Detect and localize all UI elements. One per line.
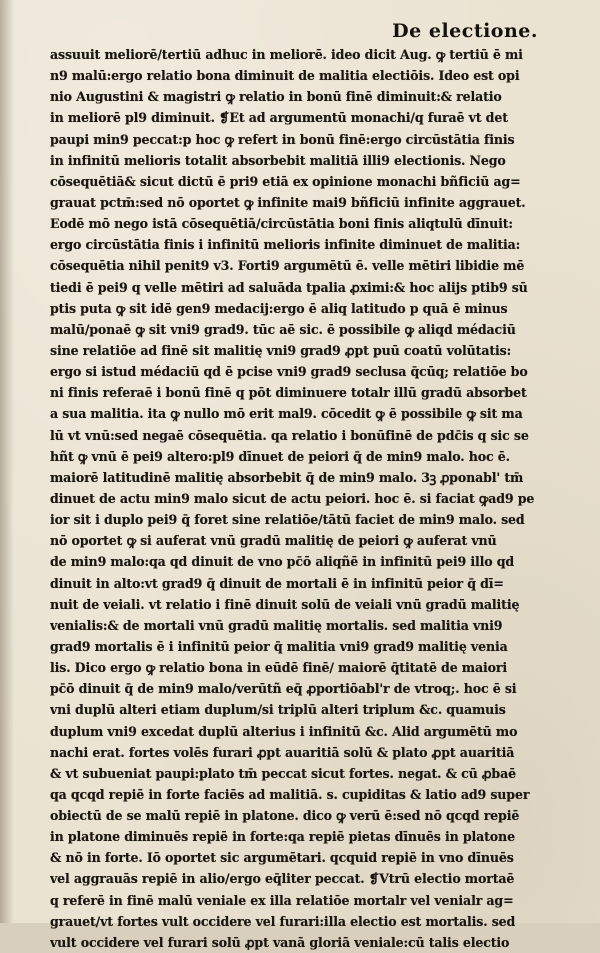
running-head: De electione. xyxy=(392,20,538,42)
text-line: dinuet de actu min9 malo sicut de actu peiori. hoc ē. si faciat ꝙad9 pe xyxy=(50,490,535,506)
text-line: de min9 malo:qa qd dinuit de vno pc̄ō aliqñē in infinitū pei9 illo qd xyxy=(50,554,515,570)
text-line: cōsequētia nihil penit9 v3. Forti9 argumētū ē. velle mētiri libidie mē xyxy=(50,258,525,274)
text-line: qa qcqd repiē in forte faciēs ad malitiā. s. cupiditas & latio ad9 super xyxy=(50,786,530,802)
text-line: ergo circūstātia finis i infinitū melioris infinite diminuet de malitia: xyxy=(50,237,521,253)
text-block xyxy=(50,44,566,953)
text-line: ni finis referaē i bonū finē q pōt diminuere totalr illū gradū absorbet xyxy=(50,385,527,401)
text-line: sine relatiōe ad finē sit malitię vni9 grad9 ꝓpt puū coatū volūtatis: xyxy=(50,342,512,358)
text-line: & nō in forte. Iō oportet sic argumētari. qcquid repiē in vno dīnuēs xyxy=(50,850,514,866)
text-line: vni duplū alteri etiam duplum/si triplū alteri triplum &c. quamuis xyxy=(50,702,506,718)
text-line: paupi min9 peccat:p hoc ꝙ refert in bonū finē:ergo circūstātia finis xyxy=(50,131,515,147)
text-line: grauet/vt fortes vult occidere vel furari:illa electio est mortalis. sed xyxy=(50,913,516,929)
text-line: dinuit in alto:vt grad9 q̄ dinuit de mortali ē in infinitū peior q̄ dī= xyxy=(50,575,504,591)
text-line: vult occidere vel furari solū ꝓpt vanā gloriā veniale:cū talis electio xyxy=(50,934,510,950)
text-line: lis. Dico ergo ꝙ relatio bona in eūdē finē/ maiorē q̄titatē de maiori xyxy=(50,660,507,676)
text-line: in meliorē pl9 diminuit. ❡Et ad argumentū monachi/q furaē vt det xyxy=(50,110,508,126)
text-line: pc̄ō dinuit q̄ de min9 malo/verūtñ eq̄ ꝓportiōabl'r de vtroq;. hoc ē si xyxy=(50,681,517,697)
text-line: duplum vni9 excedat duplū alterius i infinitū &c. Alid argumētū mo xyxy=(50,723,518,739)
text-line: cōsequētiā& sicut dictū ē pri9 etiā ex opinione monachi bñficiū ag= xyxy=(50,173,521,189)
text-line: n9 malū:ergo relatio bona diminuit de malitia electiōis. Ideo est opi xyxy=(50,68,520,84)
text-line: grad9 mortalis ē i infinitū peior q̄ malitia vni9 grad9 malitię venia xyxy=(50,638,508,654)
gutter-shadow xyxy=(0,0,14,923)
text-line: obiectū de se malū repiē in platone. dico ꝙ verū ē:sed nō qcqd repiē xyxy=(50,808,520,824)
text-line: nio Augustini & magistri ꝙ relatio in bonū finē diminuit:& relatio xyxy=(50,89,502,105)
text-line: ior sit i duplo pei9 q̄ foret sine relatiōe/tātū faciet de min9 malo. sed xyxy=(50,512,525,528)
text-line: vel aggrauās repiē in alio/ergo eq̄liter peccat. ❡Vtrū electio mortaē xyxy=(50,871,515,887)
text-line: Eodē mō nego istā cōsequētiā/circūstātia boni finis aliqtulū dīnuit: xyxy=(50,216,513,232)
text-line: & vt subueniat paupi:plato tm̄ peccat sicut fortes. negat. & cū ꝓbaē xyxy=(50,765,516,781)
text-line: venialis:& de mortali vnū gradū malitię mortalis. sed malitia vni9 xyxy=(50,617,503,633)
text-line: in infinitū melioris totalit absorbebit malitiā illi9 electionis. Nego xyxy=(50,152,506,168)
text-line: in platone diminuēs repiē in forte:qa repiē pietas dīnuēs in platone xyxy=(50,829,515,845)
text-line: tiedi ē pei9 q velle mētiri ad saluāda tpalia ꝓximi:& hoc alijs ptib9 sū xyxy=(50,279,528,295)
text-line: malū/ponaē ꝙ sit vni9 grad9. tūc aē sic. ē possibile ꝙ aliqd médaciū xyxy=(50,321,516,337)
text-line: nō oportet ꝙ si auferat vnū gradū malitię de peiori ꝙ auferat vnū xyxy=(50,533,497,549)
text-line: ptis puta ꝙ sit idē gen9 medacij:ergo ē aliq latitudo p quā ē minus xyxy=(50,300,508,316)
text-line: ergo si istud médaciū qd ē pcise vni9 grad9 seclusa q̄cūq; relatiōe bo xyxy=(50,364,528,380)
text-line: nachi erat. fortes volēs furari ꝓpt auaritiā solū & plato ꝓpt auaritiā xyxy=(50,744,515,760)
text-line: grauat pctm̄:sed nō oportet ꝙ infinite mai9 bñficiū infinite aggrauet. xyxy=(50,194,526,210)
text-line: q referē in finē malū veniale ex illa relatiōe mortalr vel venialr ag= xyxy=(50,892,514,908)
text-line: lū vt vnū:sed negaē cōsequētia. qa relatio i bonūfinē de pdc̄is q sic se xyxy=(50,427,529,443)
text-line: assuuit meliorē/tertiū adhuc in meliorē. ideo dicit Aug. ꝙ tertiū ē mi xyxy=(50,47,523,62)
text-line: maiorē latitudinē malitię absorbebit q̄ de min9 malo. 3ꝫ ꝓponabl' tm̄ xyxy=(50,469,524,485)
text-line: nuit de veiali. vt relatio i finē dinuit solū de veiali vnū gradū malitię xyxy=(50,596,520,612)
text-line: a sua malitia. ita ꝙ nullo mō erit mal9. cōcedit ꝙ ē possibile ꝙ sit ma xyxy=(50,406,523,422)
text-line: hñt ꝙ vnū ē pei9 altero:pl9 dīnuet de peiori q̄ de min9 malo. hoc ē. xyxy=(50,448,510,464)
